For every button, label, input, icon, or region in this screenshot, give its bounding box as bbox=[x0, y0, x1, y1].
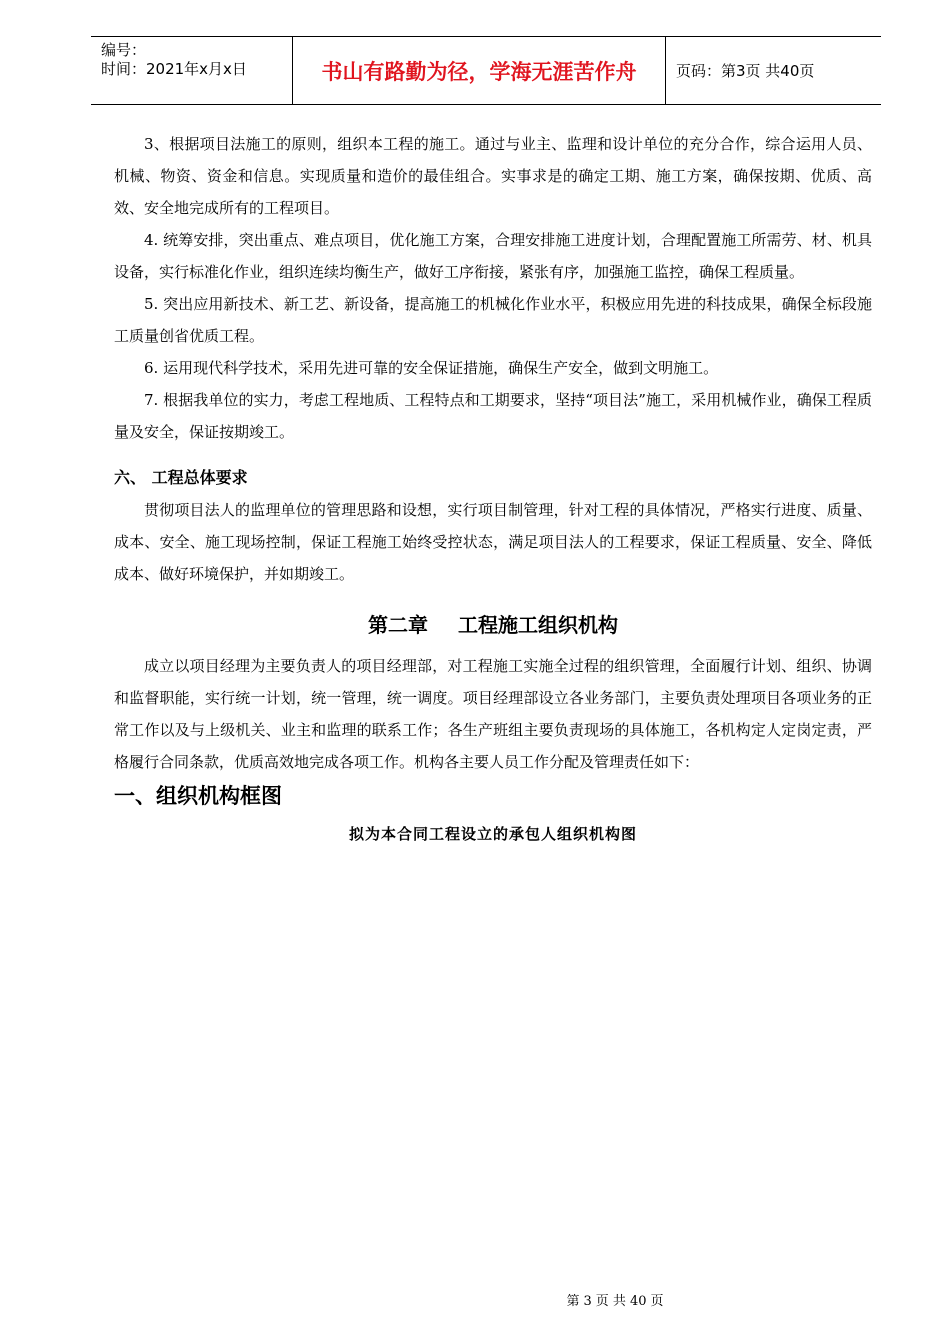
number-label: 编号： bbox=[101, 41, 147, 59]
chapter-title: 工程施工组织机构 bbox=[458, 613, 618, 637]
item-5: 5. 突出应用新技术、新工艺、新设备，提高施工的机械化作业水平，积极应用先进的科技成果，确保全标段施工质量创省优质工程。 bbox=[114, 295, 872, 345]
chapter-number: 第二章 bbox=[368, 613, 428, 637]
chapter-heading bbox=[114, 608, 872, 642]
header-motto: 书山有路勤为径，学海无涯苦作舟 bbox=[293, 37, 666, 104]
footer-suffix: 页 bbox=[650, 1294, 664, 1309]
org-chart-title: 拟为本合同工程设立的承包人组织机构图 bbox=[348, 825, 637, 843]
item-7: 7. 根据我单位的实力，考虑工程地质、工程特点和工期要求，坚持“项目法”施工，采用机械作业，确保工程质量及安全，保证按期竣工。 bbox=[114, 391, 872, 441]
org-chart-heading: 一、组织机构框图 bbox=[114, 784, 282, 808]
item-4: 4. 统筹安排，突出重点、难点项目，优化施工方案，合理安排施工进度计划，合理配置施工所需劳、材、机具设备，实行标准化作业，组织连续均衡生产，做好工序衔接，紧张有序，加强施工监控，确保工程质量。 bbox=[114, 231, 872, 281]
header-page-info: 页码：第3页 共40页 bbox=[676, 62, 815, 80]
chapter-2-text: 成立以项目经理为主要负责人的项目经理部，对工程施工实施全过程的组织管理，全面履行计划、组织、协调和监督职能，实行统一计划，统一管理，统一调度。项目经理部设立各业务部门，主要负责处理项目各项业务的正常工作以及与上级机关、业主和监理的联系工作；各生产班组主要负责现场的具体施工，各机构定人定岗定责，严格履行合同条款，优质高效地完成各项工作。机构各主要人员工作分配及管理责任如下： bbox=[114, 657, 872, 771]
footer-mid: 页 共 bbox=[595, 1294, 626, 1309]
footer-prefix: 第 bbox=[566, 1294, 580, 1309]
page-footer bbox=[0, 1290, 950, 1309]
page-header bbox=[91, 36, 881, 105]
footer-total: 40 bbox=[629, 1294, 647, 1309]
section-6-heading: 六、 工程总体要求 bbox=[114, 468, 248, 487]
item-6: 6. 运用现代科学技术，采用先进可靠的安全保证措施，确保生产安全，做到文明施工。 bbox=[144, 359, 719, 377]
header-left-cell bbox=[91, 37, 293, 104]
item-3: 3、根据项目法施工的原则，组织本工程的施工。通过与业主、监理和设计单位的充分合作，综合运用人员、机械、物资、资金和信息。实现质量和造价的最佳组合。实事求是的确定工期、施工方案，确保按期、优质、高效、安全地完成所有的工程项目。 bbox=[114, 135, 872, 217]
document-body bbox=[114, 128, 872, 848]
section-6-text: 贯彻项目法人的监理单位的管理思路和设想，实行项目制管理，针对工程的具体情况，严格实行进度、质量、成本、安全、施工现场控制，保证工程施工始终受控状态，满足项目法人的工程要求，保证工程质量、安全、降低成本、做好环境保护，并如期竣工。 bbox=[114, 501, 872, 583]
time-label: 时间：2021年x月x日 bbox=[101, 60, 247, 78]
footer-page-no: 3 bbox=[583, 1294, 592, 1309]
